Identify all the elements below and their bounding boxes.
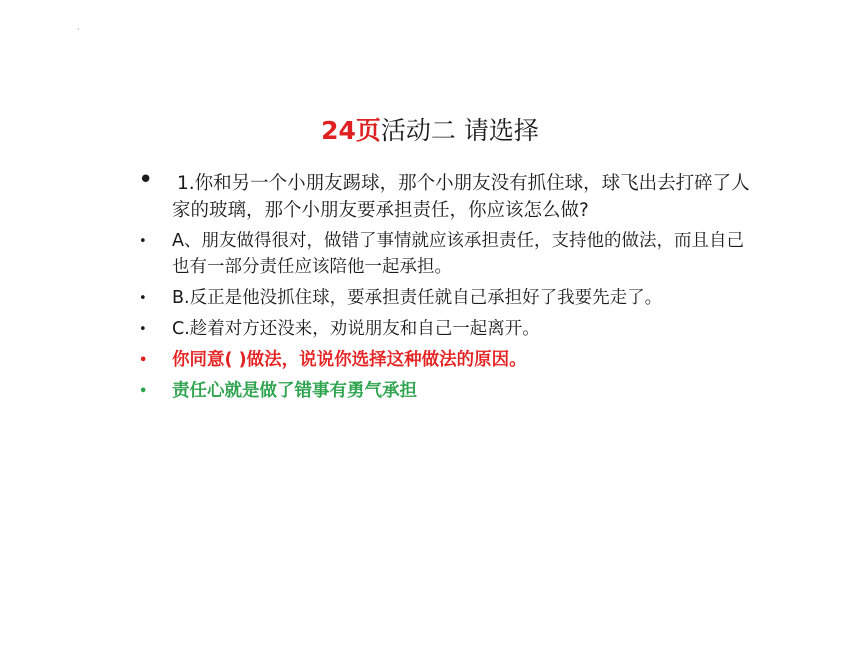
- question-item: [138, 165, 758, 224]
- conclusion-item: [138, 378, 758, 404]
- bullet-dot-icon: •: [139, 353, 148, 368]
- question-text: 1.你和另一个小朋友踢球，那个小朋友没有抓住球，球飞出去打碎了人家的玻璃，那个小朋友要承担责任，你应该怎么做?: [172, 173, 750, 221]
- bullet-dot-icon: •: [139, 384, 148, 399]
- title-activity: 活动二 请选择: [380, 116, 539, 145]
- option-c-text: C.趁着对方还没来，劝说朋友和自己一起离开。: [172, 319, 540, 339]
- bullet-dot-icon: •: [139, 322, 147, 337]
- option-a-text: A、朋友做得很对，做错了事情就应该承担责任，支持他的做法，而且自己也有一部分责任应该陪他一起承担。: [172, 231, 744, 277]
- bullet-dot-icon: •: [139, 291, 147, 306]
- option-b-item: [138, 285, 758, 311]
- option-b-text: B.反正是他没抓住球，要承担责任就自己承担好了我要先走了。: [172, 288, 663, 308]
- bullet-dot-icon: •: [139, 234, 147, 249]
- conclusion-text: 责任心就是做了错事有勇气承担: [172, 381, 417, 401]
- slide-title: [0, 114, 860, 148]
- prompt-item: [138, 347, 758, 373]
- option-c-item: [138, 316, 758, 342]
- corner-mark: ·: [77, 25, 80, 34]
- prompt-text: 你同意( )做法，说说你选择这种做法的原因。: [172, 350, 527, 370]
- title-page-number: 24页: [321, 116, 381, 145]
- bullet-list: [138, 165, 758, 409]
- option-a-item: [138, 228, 758, 280]
- bullet-dot-icon: •: [138, 165, 154, 195]
